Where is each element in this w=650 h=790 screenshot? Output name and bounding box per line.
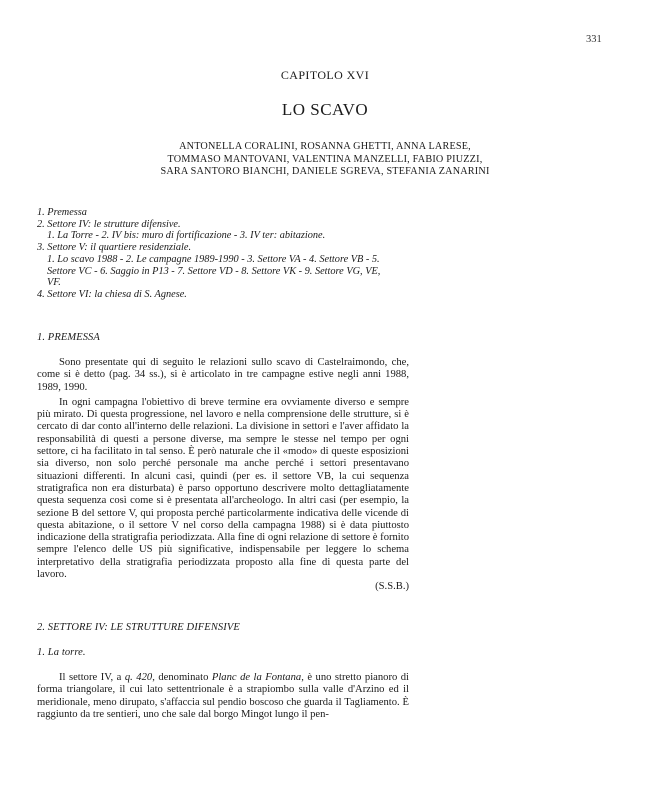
author-list: [0, 141, 650, 179]
section-heading-premessa: 1. PREMESSA: [37, 332, 100, 343]
toc-item: 4. Settore VI: la chiesa di S. Agnese.: [37, 288, 187, 300]
paragraph: [37, 672, 409, 721]
toc-subitem: 1. Lo scavo 1988 - 2. Le campagne 1989-1990 - 3. Settore VA - 4. Settore VB - 5.: [47, 253, 380, 265]
text-run: , è uno stretto pianoro di forma triangolare, il cui lato settentrionale è a strapiombo sulla valle d'Arzino ed il meridionale, meno dirupato, s'affaccia sul pendio boscoso che guarda il Tagliamento. È raggiunto da tre sentieri, uno che sale dal borgo Mingot lungo il pen-: [37, 672, 410, 720]
toc-subitem: 1. La Torre - 2. IV bis: muro di fortificazione - 3. IV ter: abitazione.: [47, 230, 326, 242]
chapter-label: CAPITOLO XVI: [280, 68, 370, 82]
toc-subitem: Settore VC - 6. Saggio in P13 - 7. Settore VD - 8. Settore VK - 9. Settore VG, VE,: [47, 265, 381, 277]
text-run-italic: q. 420: [124, 672, 153, 683]
text-run: Il settore IV, a: [59, 672, 125, 683]
page-number: 331: [586, 34, 602, 45]
table-of-contents: [37, 207, 397, 301]
paragraph: Sono presentate qui di seguito le relazioni sullo scavo di Castelraimondo, che, come si è detto (pag. 34 ss.), si è articolato in tre campagne estive negli anni 1988, 1989, 1990.: [37, 357, 409, 393]
toc-item: 1. Premessa: [37, 207, 87, 218]
toc-item: 2. Settore IV: le strutture difensive.: [37, 218, 181, 230]
paragraph: In ogni campagna l'obiettivo di breve termine era ovviamente diverso e sempre più mirato. Di questa progressione, nel lavoro e nella comprensione delle strutture, si è cercato di dar conto all'interno delle relazioni. La divisione in settori e l'aver affidato la responsabilità di questi a persone diverse, ma sempre le stesse nel tempo per ogni settore, ci ha facilitato in tal senso. È però naturale che il «modo» di queste esposizioni sia diverso, non solo perché personale ma anche perché i settori presentavano situazioni differenti. In alcuni casi, quindi (per es. il settore VB, la cui sequenza stratigrafica non era disturbata) è parso opportuno descrivere molto dettagliatamente questa sequenza così come si è presentata all'archeologo. In altri casi (per esempio, la sezione B del settore V, qui proposta perché particolarmente indicativa delle vicende di questa abitazione, o il settore V nel corso della campagna 1988) si è data piuttosto indicazione della stratigrafia periodizzata. Alla fine di ogni relazione di settore è fornito sempre l'elenco delle US più significative, indispensabile per leggere lo schema interpretativo della stratigrafia periodizzata proposto alla fine di questa parte del lavoro.: [37, 396, 409, 581]
section-body-torre: [37, 672, 409, 721]
toc-item: 3. Settore V: il quartiere residenziale.: [37, 242, 192, 254]
author-line: SARA SANTORO BIANCHI, DANIELE SGREVA, STEFANIA ZANARINI: [160, 166, 490, 177]
author-line: TOMMASO MANTOVANI, VALENTINA MANZELLI, FABIO PIUZZI,: [167, 153, 483, 165]
toc-subitem: VF.: [47, 277, 61, 289]
subsection-heading-torre: 1. La torre.: [37, 647, 86, 658]
author-line: ANTONELLA CORALINI, ROSANNA GHETTI, ANNA LARESE,: [179, 141, 471, 152]
section-body-premessa: [37, 357, 409, 581]
section-heading-settore-iv: 2. SETTORE IV: LE STRUTTURE DIFENSIVE: [37, 622, 240, 633]
place-name: Planc de la Fontana: [211, 672, 302, 683]
text-run: , denominato: [152, 672, 212, 683]
chapter-title: LO SCAVO: [281, 100, 369, 119]
author-initials: (S.S.B.): [375, 581, 409, 592]
